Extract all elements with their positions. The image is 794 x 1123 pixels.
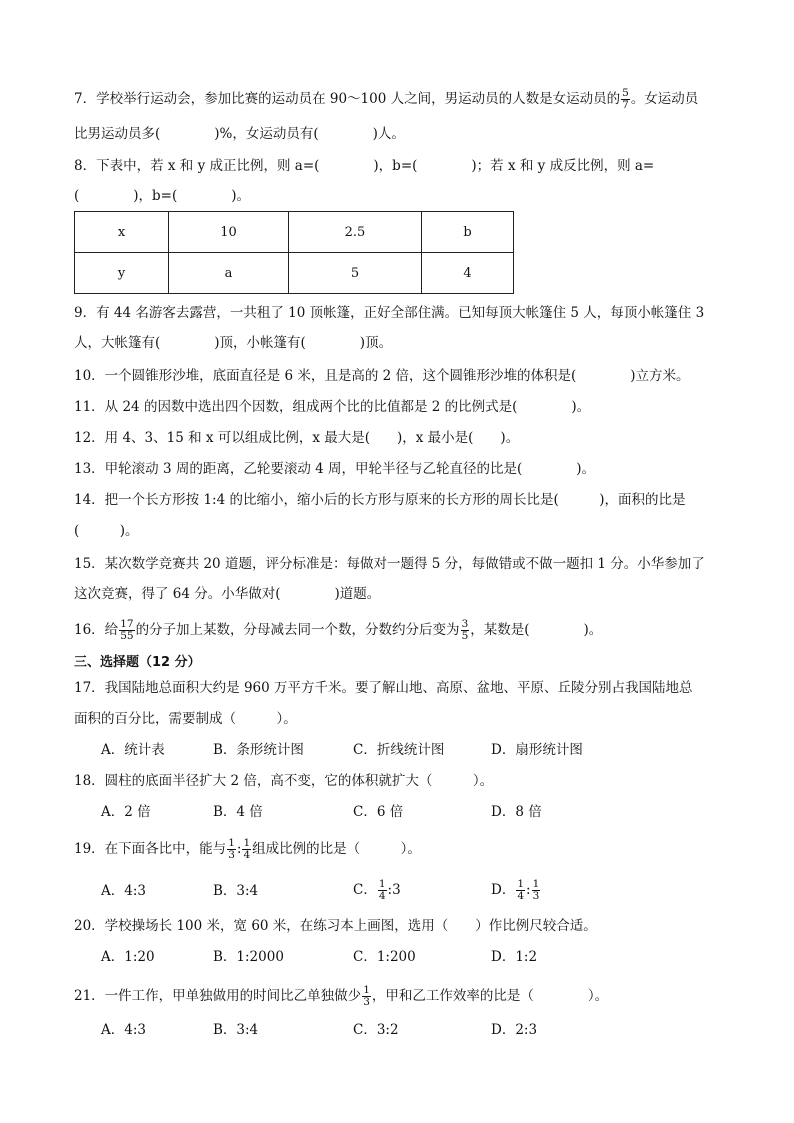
q9-line2: 人，大帐篷有( )顶，小帐篷有( )顶。 bbox=[74, 335, 393, 351]
table-cell: 2.5 bbox=[289, 212, 422, 253]
q7-line2: 比男运动员多( )%，女运动员有( )人。 bbox=[74, 126, 405, 142]
table-cell: y bbox=[75, 253, 169, 294]
q14-line1: 14．把一个长方形按 1:4 的比缩小，缩小后的长方形与原来的长方形的周长比是( )，面积的比是 bbox=[74, 492, 686, 508]
option-c: C．1:200 bbox=[353, 949, 416, 965]
q21-line bbox=[74, 985, 608, 1008]
q18-line: 18．圆柱的底面半径扩大 2 倍，高不变，它的体积就扩大（ ）。 bbox=[74, 773, 494, 789]
option-b: B．4 倍 bbox=[213, 804, 263, 820]
q21-text-post: ，甲和乙工作效率的比是（ ）。 bbox=[371, 988, 609, 1004]
q17-line1: 17．我国陆地总面积大约是 960 万平方千米。要了解山地、高原、盆地、平原、丘陵分别占我国陆地总 bbox=[74, 680, 693, 696]
q21-text-pre: 21．一件工作，甲单独做用的时间比乙单独做少 bbox=[74, 988, 362, 1004]
option-d-fraction-1: $\frac{1}{4}$ bbox=[517, 878, 525, 902]
table-cell: a bbox=[169, 253, 289, 294]
table-cell: 5 bbox=[289, 253, 422, 294]
q16-fraction-2: $\frac{3}{5}$ bbox=[461, 618, 469, 642]
q17-line2: 面积的百分比，需要制成（ ）。 bbox=[74, 711, 297, 727]
option-c: C． $\frac{1}{4}$ :3 bbox=[353, 878, 401, 902]
option-a: A．2 倍 bbox=[101, 804, 151, 820]
option-d: D．扇形统计图 bbox=[491, 742, 583, 758]
table-cell: b bbox=[422, 212, 514, 253]
q20-line: 20．学校操场长 100 米，宽 60 米，在练习本上画图，选用（ ）作比例尺较合适。 bbox=[74, 918, 597, 934]
q16-text-mid: 的分子加上某数，分母减去同一个数，分数约分后变为 bbox=[135, 622, 460, 638]
q19-fraction-1: $\frac{1}{3}$ bbox=[228, 837, 235, 861]
option-c-fraction: $\frac{1}{4}$ bbox=[378, 878, 386, 902]
q8-line2: ( )，b=( )。 bbox=[74, 188, 251, 204]
q8-line1: 8．下表中，若 x 和 y 成正比例，则 a=( )，b=( )；若 x 和 y 成反比例，则 a= bbox=[74, 158, 655, 174]
option-b: B．1:2000 bbox=[213, 949, 284, 965]
option-d: D．2:3 bbox=[491, 1022, 538, 1038]
option-b: B．3:4 bbox=[213, 1022, 259, 1038]
option-c: C．6 倍 bbox=[353, 804, 404, 820]
q19-text-post: 组成比例的比是（ ）。 bbox=[252, 841, 421, 857]
table-cell: 4 bbox=[422, 253, 514, 294]
q19-fraction-2: $\frac{1}{4}$ bbox=[243, 837, 251, 861]
option-b: B．3:4 bbox=[213, 883, 259, 899]
option-d-fraction-2: $\frac{1}{3}$ bbox=[532, 878, 540, 902]
section-heading: 三、选择题（12 分） bbox=[74, 655, 201, 670]
option-a: A．4:3 bbox=[101, 883, 146, 899]
option-a: A．1:20 bbox=[101, 949, 155, 965]
option-a: A．统计表 bbox=[101, 742, 165, 758]
q16-text-pre: 16．给 bbox=[74, 622, 119, 638]
q11-line: 11．从 24 的因数中选出四个因数，组成两个比的比值都是 2 的比例式是( )。 bbox=[74, 399, 591, 415]
option-c: C．3:2 bbox=[353, 1022, 399, 1038]
q7-line1 bbox=[74, 88, 698, 111]
q16-line bbox=[74, 619, 602, 642]
q16-fraction-1: $\frac{17}{55}$ bbox=[120, 618, 134, 642]
option-d: D． $\frac{1}{4}$ : $\frac{1}{3}$ bbox=[491, 878, 540, 902]
q8-table bbox=[74, 211, 514, 294]
q7-text-a: 7．学校举行运动会，参加比赛的运动员在 90～100 人之间，男运动员的人数是女运动员的 bbox=[74, 91, 621, 107]
table-row bbox=[75, 253, 514, 294]
option-d: D．8 倍 bbox=[491, 804, 542, 820]
q21-fraction: $\frac{1}{3}$ bbox=[363, 984, 370, 1008]
q14-line2: ( )。 bbox=[74, 523, 139, 539]
option-b: B．条形统计图 bbox=[213, 742, 304, 758]
option-d: D．1:2 bbox=[491, 949, 538, 965]
q7-fraction: $\frac{5}{7}$ bbox=[622, 87, 629, 111]
table-row bbox=[75, 212, 514, 253]
q19-line bbox=[74, 838, 421, 861]
q15-line1: 15．某次数学竞赛共 20 道题，评分标准是：每做对一题得 5 分，每做错或不做一题扣 1 分。小华参加了 bbox=[74, 556, 705, 572]
option-c: C．折线统计图 bbox=[353, 742, 445, 758]
q12-line: 12．用 4、3、15 和 x 可以组成比例，x 最大是( )，x 最小是( )。 bbox=[74, 430, 520, 446]
q10-line: 10．一个圆锥形沙堆，底面直径是 6 米，且是高的 2 倍，这个圆锥形沙堆的体积是( )立方米。 bbox=[74, 368, 690, 384]
q15-line2: 这次竞赛，得了 64 分。小华做对( )道题。 bbox=[74, 586, 381, 602]
q9-line1: 9．有 44 名游客去露营，一共租了 10 顶帐篷，正好全部住满。已知每顶大帐篷住 5 人，每顶小帐篷住 3 bbox=[74, 305, 705, 321]
table-cell: 10 bbox=[169, 212, 289, 253]
q7-text-b: 。女运动员 bbox=[630, 91, 699, 107]
option-a: A．4:3 bbox=[101, 1022, 146, 1038]
table-cell: x bbox=[75, 212, 169, 253]
q16-text-post: ，某数是( )。 bbox=[470, 622, 603, 638]
q19-text-pre: 19．在下面各比中，能与 bbox=[74, 841, 227, 857]
q13-line: 13．甲轮滚动 3 周的距离，乙轮要滚动 4 周，甲轮半径与乙轮直径的比是( )。 bbox=[74, 461, 596, 477]
q19-colon: : bbox=[236, 841, 242, 857]
